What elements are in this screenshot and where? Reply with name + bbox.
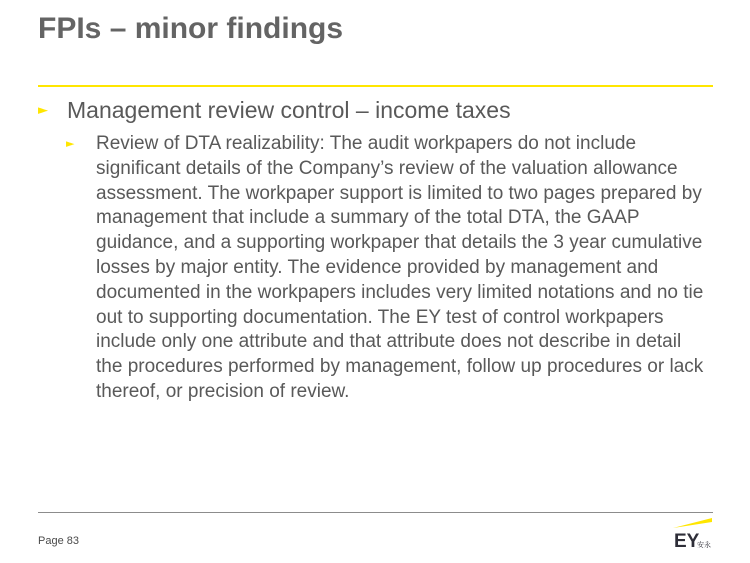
ey-logo-icon — [670, 516, 714, 552]
triangle-right-icon: ► — [66, 137, 75, 150]
ey-logo-chinese: 安永 — [697, 541, 711, 549]
bullet-level1 — [38, 97, 708, 124]
slide-title: FPIs – minor findings — [38, 12, 344, 45]
page-number: Page 83 — [38, 535, 79, 547]
footer-divider — [38, 512, 713, 513]
title-divider — [38, 85, 713, 87]
triangle-right-icon: ► — [38, 103, 48, 118]
bullet-level2-text: Review of DTA realizability: The audit workpapers do not include significant details of the Company’s review of the valuation allowance assessment. The workpaper support is limited to two pages prepared by management that include a summary of the total DTA, the GAAP guidance, and a supporting workpaper that details the 3 year cumulative losses by major entity. The evidence provided by management and documented in the workpapers includes very limited notations and no tie out to supporting documentation. The EY test of control workpapers include only one attribute and that attribute does not describe in detail the procedures performed by management, follow up procedures or lack thereof, or precision of review. — [96, 133, 704, 402]
bullet-level1-text: Management review control – income taxes — [67, 97, 511, 123]
bullet-level2 — [66, 132, 706, 405]
ey-logo-beam — [673, 518, 712, 528]
ey-logo-letters: EY — [674, 531, 700, 552]
